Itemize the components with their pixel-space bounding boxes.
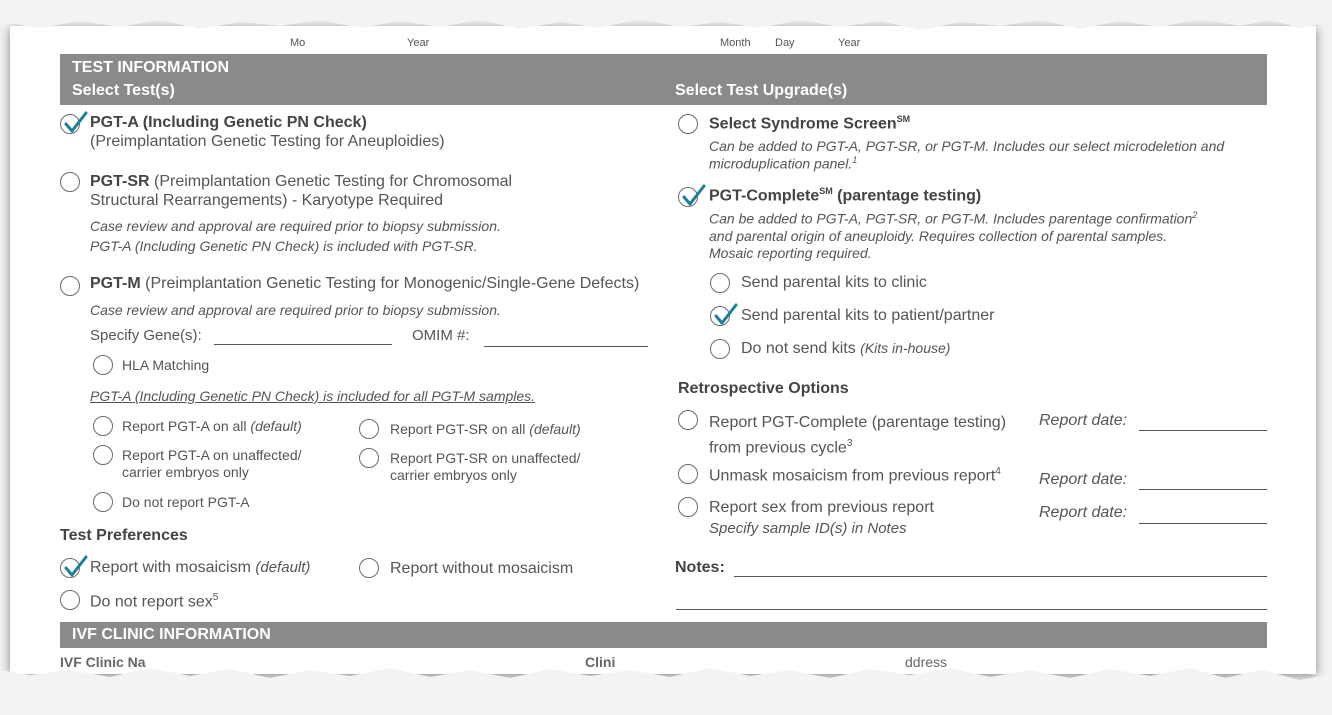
checkmark-icon <box>62 555 88 581</box>
pgtm-radio[interactable] <box>60 276 80 296</box>
retro-complete-date-field[interactable] <box>1139 430 1267 431</box>
pgtm-note-review: Case review and approval are required prior to biopsy submission. <box>90 302 501 318</box>
test-information-title: TEST INFORMATION <box>72 59 230 76</box>
pgtsr-label: PGT-SR (Preimplantation Genetic Testing for Chromosomal <box>90 173 513 190</box>
pgtm-included-note: PGT-A (Including Genetic PN Check) is included for all PGT-M samples. <box>90 388 536 404</box>
notes-label: Notes: <box>675 559 725 576</box>
syndrome-screen-desc-1: Can be added to PGT-A, PGT-SR, or PGT-M. Includes our select microdeletion and <box>709 138 1225 154</box>
retro-sex-note: Specify sample ID(s) in Notes <box>709 520 907 537</box>
pgt-complete-desc-1: Can be added to PGT-A, PGT-SR, or PGT-M. Includes parentage confirmation$^2$ <box>709 210 1198 227</box>
checkmark-icon <box>62 111 88 137</box>
report-without-mosaicism-radio[interactable] <box>359 558 379 578</box>
notes-field-line-2[interactable] <box>676 609 1267 610</box>
pgt-complete-desc-3: Mosaic reporting required. <box>709 245 872 261</box>
test-information-header <box>60 54 1267 105</box>
do-not-report-pgta-label: Do not report PGT-A <box>122 494 250 510</box>
retro-complete-label: Report PGT-Complete (parentage testing) from previous cycle$^3$ <box>709 414 1007 457</box>
specify-gene-field[interactable] <box>214 344 392 345</box>
pgtsr-description: Structural Rearrangements) - Karyotype Required <box>90 192 444 209</box>
specify-gene-label: Specify Gene(s): <box>90 327 202 344</box>
retro-complete-date-label: Report date: <box>1039 412 1128 429</box>
omim-field[interactable] <box>484 346 648 347</box>
pgt-complete-desc-2: and parental origin of aneuploidy. Requires collection of parental samples. <box>709 228 1168 244</box>
report-pgtsr-unaffected-radio[interactable] <box>359 448 379 468</box>
syndrome-screen-radio[interactable] <box>678 114 698 134</box>
kits-to-patient-label: Send parental kits to patient/partner <box>741 307 995 324</box>
checkmark-icon <box>712 303 738 329</box>
retro-unmask-label: Unmask mosaicism from previous report$^4$ <box>709 466 1001 485</box>
clinic-label: Clini <box>585 654 616 670</box>
select-tests-subtitle: Select Test(s) <box>72 82 175 99</box>
notes-field-line-1[interactable] <box>734 576 1267 577</box>
report-with-mosaicism-checkbox[interactable] <box>60 558 80 578</box>
pgta-description: (Preimplantation Genetic Testing for Aneuploidies) <box>90 133 445 150</box>
date-label-day: Day <box>775 37 795 49</box>
date-label-year: Year <box>838 37 861 49</box>
checkmark-icon <box>680 184 706 210</box>
date-label-month-left: Mo <box>290 37 306 49</box>
pgtsr-note-included: PGT-A (Including Genetic PN Check) is included with PGT-SR. <box>90 238 478 254</box>
ivf-clinic-header <box>60 622 1267 648</box>
clinic-name-label: IVF Clinic Na <box>60 654 146 670</box>
hla-matching-radio[interactable] <box>93 355 113 375</box>
retrospective-title: Retrospective Options <box>678 380 849 397</box>
report-without-mosaicism-label: Report without mosaicism <box>390 560 574 577</box>
kits-to-clinic-label: Send parental kits to clinic <box>741 274 927 291</box>
kits-to-patient-checkbox[interactable] <box>710 306 730 326</box>
pgtsr-radio[interactable] <box>60 172 80 192</box>
address-label: ddress <box>905 654 948 670</box>
report-pgtsr-all-label: Report PGT-SR on all (default) <box>390 421 581 437</box>
date-label-year-left: Year <box>407 37 430 49</box>
no-kits-radio[interactable] <box>710 339 730 359</box>
retro-sex-radio[interactable] <box>678 497 698 517</box>
report-pgta-all-radio[interactable] <box>93 416 113 436</box>
report-with-mosaicism-label: Report with mosaicism (default) <box>90 559 311 576</box>
test-preferences-title: Test Preferences <box>60 527 188 544</box>
pgta-checkbox[interactable] <box>60 114 80 134</box>
do-not-report-pgta-radio[interactable] <box>93 492 113 512</box>
retro-sex-date-field[interactable] <box>1139 523 1267 524</box>
pgtm-label: PGT-M (Preimplantation Genetic Testing for Monogenic/Single-Gene Defects) <box>90 275 640 292</box>
date-label-month: Month <box>720 37 751 49</box>
syndrome-screen-label: Select Syndrome Screen℠ <box>709 114 911 133</box>
select-upgrades-subtitle: Select Test Upgrade(s) <box>675 82 848 99</box>
retro-sex-label: Report sex from previous report <box>709 499 934 516</box>
syndrome-screen-desc-2: microduplication panel.$^1$ <box>709 155 858 172</box>
kits-to-clinic-radio[interactable] <box>710 273 730 293</box>
report-pgta-unaffected-radio[interactable] <box>93 445 113 465</box>
pgta-label: PGT-A (Including Genetic PN Check) <box>90 114 367 131</box>
pgt-complete-label: PGT-Complete℠ (parentage testing) <box>709 186 982 205</box>
hla-matching-label: HLA Matching <box>122 357 210 373</box>
retro-sex-date-label: Report date: <box>1039 504 1128 521</box>
do-not-report-sex-label: Do not report sex$^5$ <box>90 592 219 611</box>
pgtsr-note-review: Case review and approval are required prior to biopsy submission. <box>90 218 501 234</box>
report-pgta-all-label: Report PGT-A on all (default) <box>122 418 302 434</box>
torn-edge-bottom <box>0 660 1332 715</box>
do-not-report-sex-radio[interactable] <box>60 590 80 610</box>
omim-label: OMIM #: <box>412 327 470 344</box>
report-pgta-unaffected-label: Report PGT-A on unaffected/ carrier embryos only <box>122 447 302 480</box>
no-kits-label: Do not send kits (Kits in-house) <box>741 340 951 357</box>
retro-complete-radio[interactable] <box>678 410 698 430</box>
report-pgtsr-all-radio[interactable] <box>359 419 379 439</box>
report-pgtsr-unaffected-label: Report PGT-SR on unaffected/ carrier embryos only <box>390 450 581 483</box>
retro-unmask-date-field[interactable] <box>1139 489 1267 490</box>
ivf-clinic-title: IVF CLINIC INFORMATION <box>72 626 271 643</box>
retro-unmask-date-label: Report date: <box>1039 471 1128 488</box>
retro-unmask-radio[interactable] <box>678 464 698 484</box>
pgt-complete-checkbox[interactable] <box>678 187 698 207</box>
torn-edge-top <box>0 0 1332 40</box>
